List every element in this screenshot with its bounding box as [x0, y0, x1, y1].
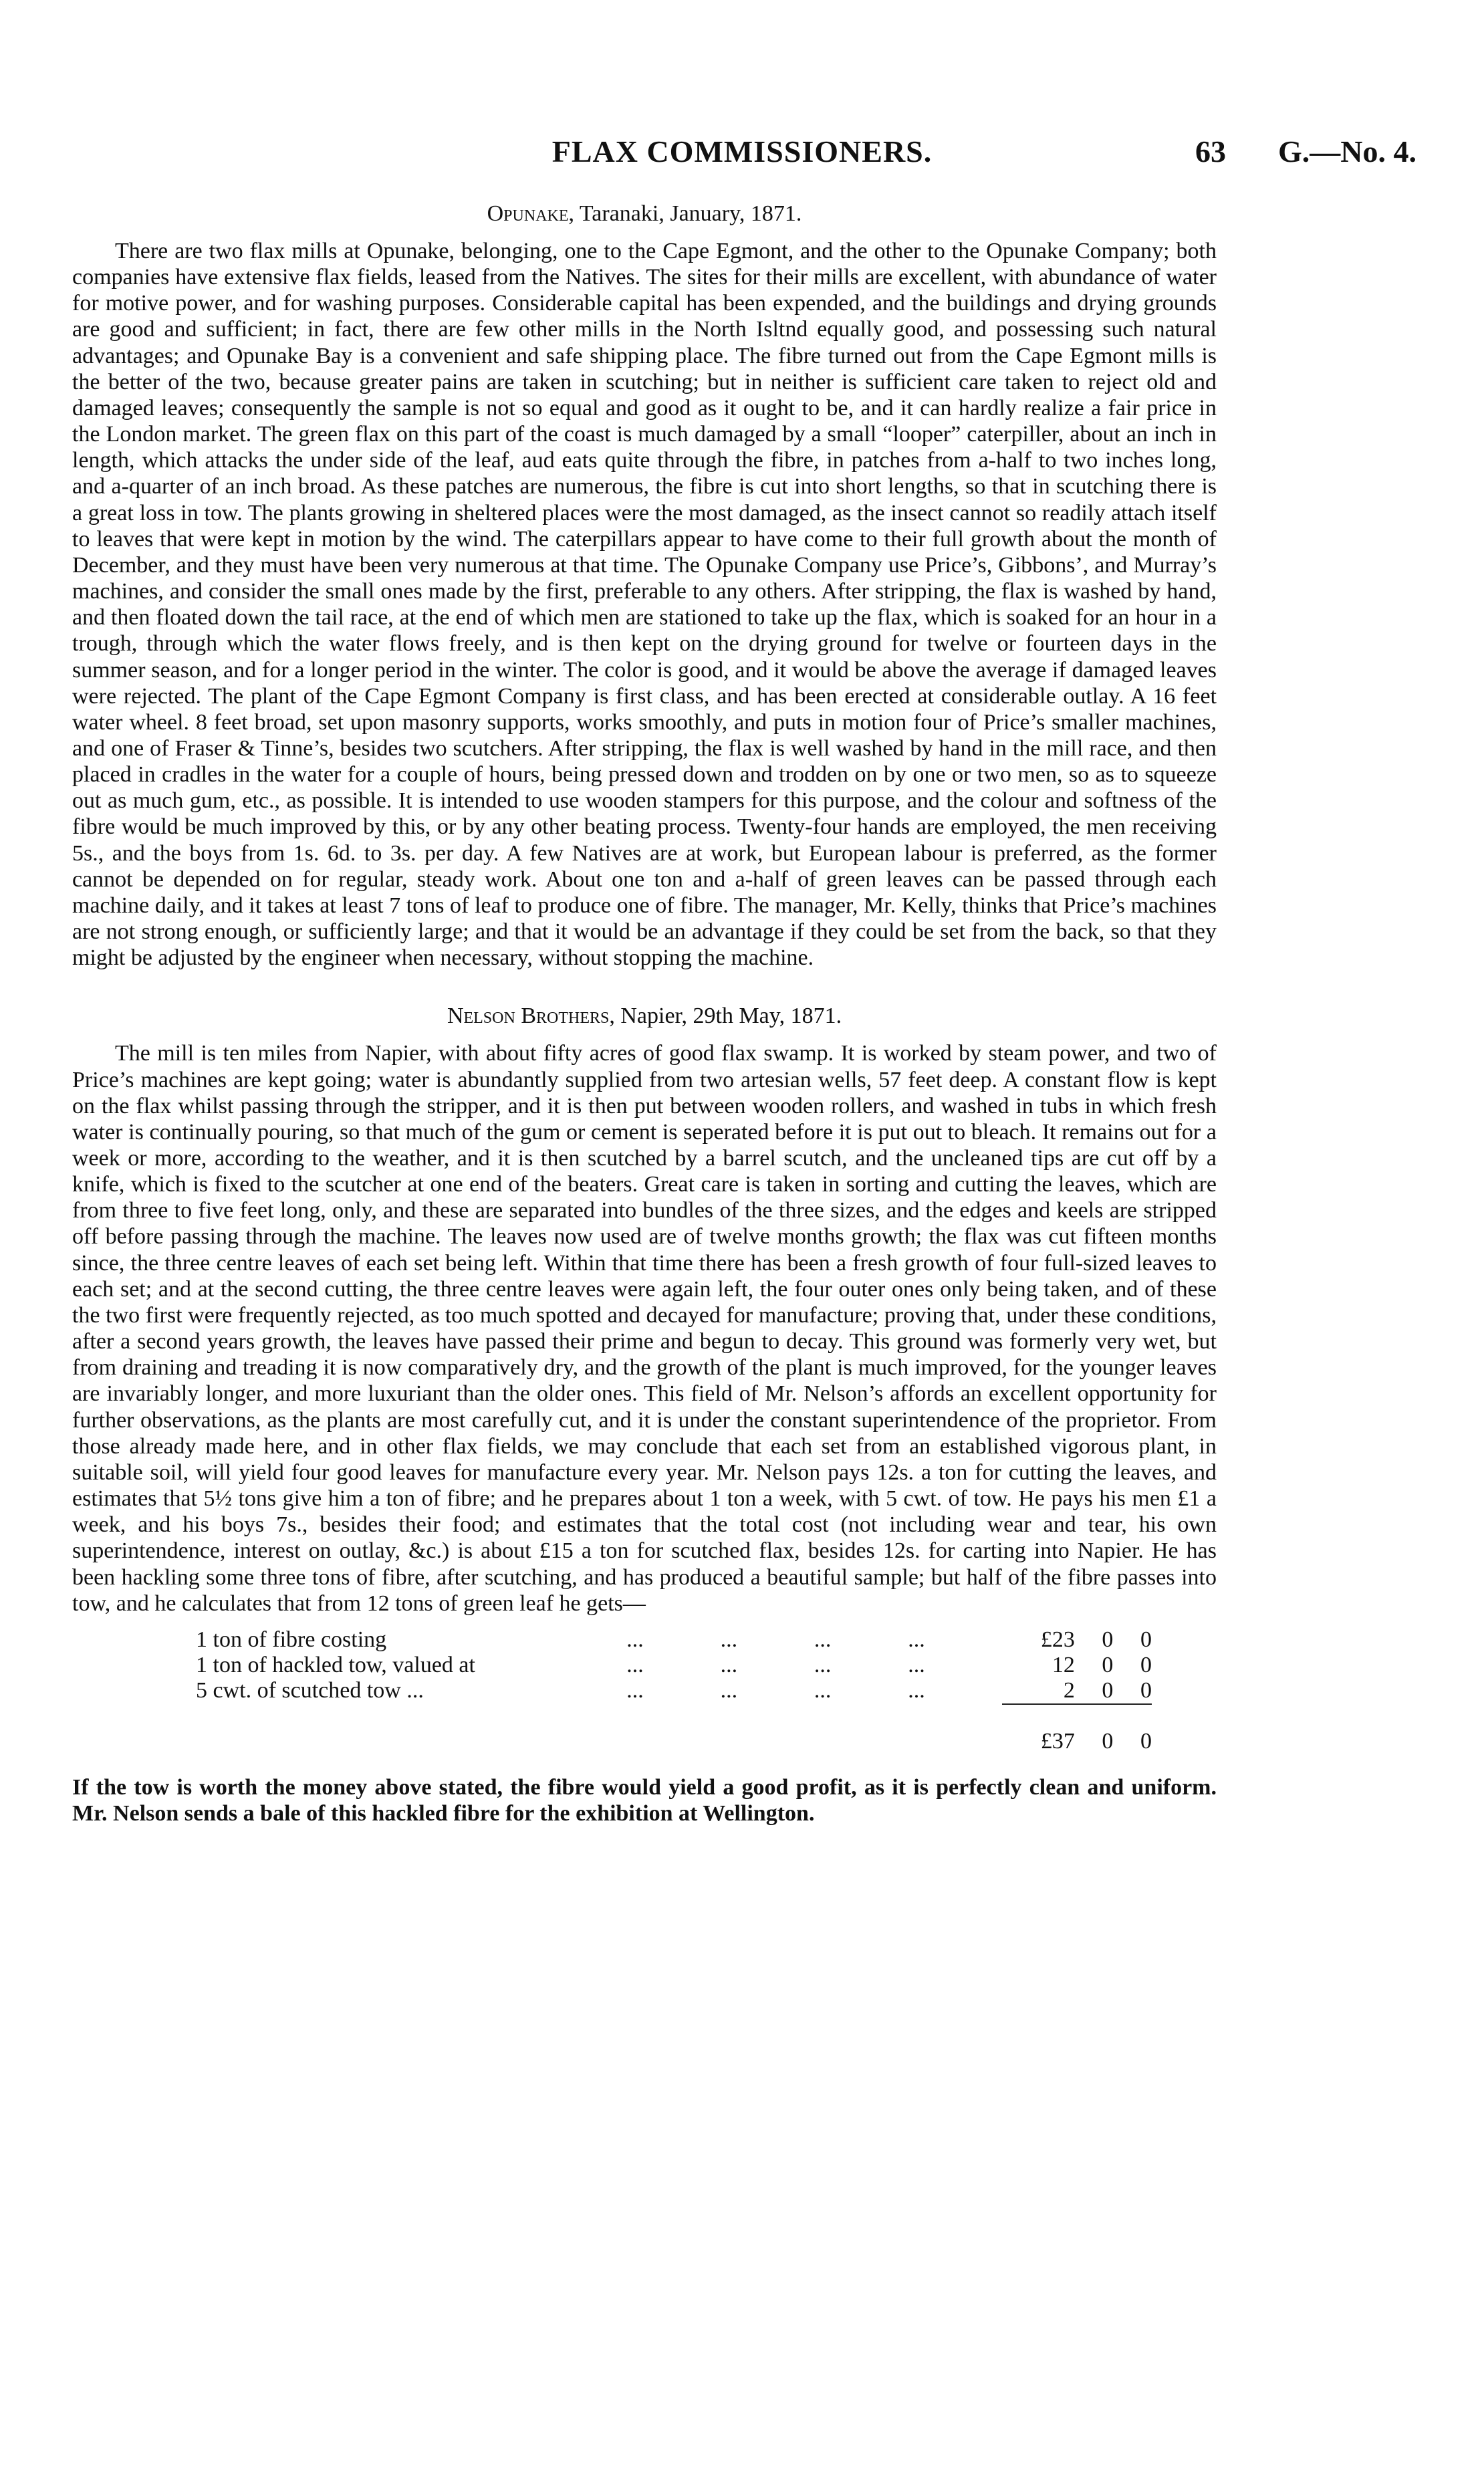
- leader-dots: ...: [720, 1627, 738, 1652]
- ledger-shillings: 0: [1102, 1627, 1114, 1652]
- total-rule: [1002, 1704, 1152, 1714]
- paragraph-opunake: There are two flax mills at Opunake, belonging, one to the Cape Egmont, and the other to the Opunake Company; both companies have extensive flax fields, leased from the Natives. The sites for their mills are excellent, with abundance of water for motive power, and for washing purposes. Considerable capital has been expended, and the buildings and drying grounds are good and sufficient; in fact, there are few other mills in the North Isltnd equally good, and possessing such natural advantages; and Opunake Bay is a convenient and safe shipping place. The fibre turned out from the Cape Egmont mills is the better of the two, because greater pains are taken in scutching; but in neither is sufficient care taken to reject old and damaged leaves; consequently the sample is not so equal and good as it ought to be, and it can hardly realize a fair price in the London market. The green flax on this part of the coast is much damaged by a small “looper” caterpiller, about an inch in length, which attacks the under side of the leaf, aud eats quite through the fibre, in patches from a-half to two inches long, and a-quarter of an inch broad. As these patches are numerous, the fibre is cut into short lengths, so that in scutching there is a great loss in tow. The plants growing in sheltered places were the most damaged, as the insect cannot so readily attach itself to leaves that were kept in motion by the wind. The caterpillars appear to have come to their full growth about the month of December, and they must have been very numerous at that time. The Opunake Company use Price’s, Gibbons’, and Murray’s machines, and consider the small ones made by the first, preferable to any others. After stripping, the flax is washed by hand, and then floated down the tail race, at the end of which men are stationed to take up the flax, which is soaked for an hour in a trough, through which the water flows freely, and is then kept on the drying ground for twelve or fourteen days in the summer season, and for a longer period in the winter. The color is good, and it would be above the average if damaged leaves were rejected. The plant of the Cape Egmont Company is first class, and has been erected at considerable outlay. A 16 feet water wheel. 8 feet broad, set upon masonry supports, works smoothly, and puts in motion four of Price’s smaller machines, and one of Fraser & Tinne’s, besides two scutchers. After stripping, the flax is well washed by hand in the mill race, and then placed in cradles in the water for a couple of hours, being pressed down and trodden on by one or two men, so as to squeeze out as much gum, etc., as possible. It is intended to use wooden stampers for this purpose, and the colour and softness of the fibre would be much improved by this, or by any other beating process. Twenty-four hands are employed, the men receiving 5s., and the boys from 1s. 6d. to 3s. per day. A few Natives are at work, but European labour is preferred, as the former cannot be depended on for regular, steady work. About one ton and a-half of green leaves can be passed through each machine daily, and it takes at least 7 tons of leaf to produce one of fibre. The manager, Mr. Kelly, thinks that Price’s machines are not strong enough, or sufficiently large; and that it would be an advantage if they could be set from the back, so that they might be adjusted by the engineer when necessary, without stopping the machine.: [72, 239, 1217, 971]
- total-rule-row: [196, 1704, 1152, 1714]
- table-row-total: [196, 1714, 1152, 1754]
- table-row: [196, 1653, 1152, 1678]
- leader-dots: ...: [908, 1652, 925, 1677]
- table-row: [196, 1678, 1152, 1704]
- document-reference: G.—No. 4.: [1278, 134, 1416, 168]
- closing-paragraph: If the tow is worth the money above stated, the fibre would yield a good profit, as it is perfectly clean and uniform. Mr. Nelson sends a bale of this hackled fibre for the exhibition at Wellington.: [72, 1774, 1217, 1826]
- ledger-shillings: 0: [1102, 1677, 1114, 1703]
- ledger-pounds: 2: [1063, 1677, 1075, 1703]
- leader-dots: ...: [908, 1627, 925, 1652]
- leader-dots: ...: [814, 1627, 832, 1652]
- total-pounds: £37: [1040, 1728, 1075, 1754]
- paragraph-nelson-brothers: The mill is ten miles from Napier, with about fifty acres of good flax swamp. It is worked by steam power, and two of Price’s machines are kept going; water is abundantly supplied from two artesian wells, 57 feet deep. A constant flow is kept on the flax whilst passing through the stripper, and it is then put between wooden rollers, and washed in tubs in which fresh water is continually pouring, so that much of the gum or cement is seperated before it is put out to bleach. It remains out for a week or more, according to the weather, and it is then scutched by a barrel scutch, and the uncleaned tips are cut off by a knife, which is fixed to the scutcher at one end of the beaters. Great care is taken in sorting and cutting the leaves, which are from three to five feet long, only, and these are separated into bundles of the three sizes, and the edges and keels are stripped off before passing through the machine. The leaves now used are of twelve months growth; the flax was cut fifteen months since, the three centre leaves of each set being left. Within that time there has been a fresh growth of four full-sized leaves to each set; and at the second cutting, the three centre leaves were again left, the four outer ones only being taken, and of these the two first were frequently rejected, as too much spotted and decayed for manufacture; proving that, under these conditions, after a second years growth, the leaves have passed their prime and begun to decay. This ground was formerly very wet, but from draining and treading it is now comparatively dry, and the growth of the plant is much improved, for the younger leaves are invariably longer, and more luxuriant than the older ones. This field of Mr. Nelson’s affords an excellent opportunity for further observations, as the plants are most carefully cut, and it is under the constant superintendence of the proprietor. From those already made here, and in other flax fields, we may conclude that each set from an established vigorous plant, in suitable soil, will yield four good leaves for manufacture every year. Mr. Nelson pays 12s. a ton for cutting the leaves, and estimates that 5½ tons give him a ton of fibre; and he prepares about 1 ton a week, with 5 cwt. of tow. He pays his men £1 a week, and his boys 7s., besides their food; and estimates that the total cost (not including wear and tear, his own superintendence, interest on outlay, &c.) is about £15 a ton for scutched flax, besides 12s. for carting into Napier. He has been hackling some three tons of fibre, after scutching, and has produced a beautiful sample; but half of the fibre passes into tow, and he calculates that from 12 tons of green leaf he gets—: [72, 1041, 1217, 1616]
- main-content: [72, 201, 1217, 1826]
- leader-dots: ...: [814, 1652, 832, 1677]
- ledger-pence: 0: [1140, 1677, 1152, 1703]
- yield-ledger-table: [196, 1627, 1152, 1754]
- section-divider: [72, 971, 1217, 1003]
- table-row: [196, 1627, 1152, 1653]
- section-heading-nelson-brothers: [72, 1003, 1217, 1030]
- leader-dots: ...: [626, 1627, 644, 1652]
- leader-dots: ...: [626, 1652, 644, 1677]
- heading-rest: , Taranaki, January, 1871.: [568, 201, 802, 226]
- heading-place: Nelson Brothers: [447, 1003, 610, 1029]
- heading-rest: , Napier, 29th May, 1871.: [609, 1003, 842, 1029]
- rule-spacer: [196, 1704, 1002, 1714]
- total-shillings: 0: [1102, 1728, 1114, 1754]
- ledger-shillings: 0: [1102, 1652, 1114, 1677]
- ledger-pence: 0: [1140, 1652, 1152, 1677]
- ledger-pence: 0: [1140, 1627, 1152, 1652]
- ledger-item: 5 cwt. of scutched tow ...: [196, 1677, 424, 1703]
- running-title: FLAX COMMISSIONERS.: [551, 134, 933, 168]
- leader-dots: ...: [626, 1677, 644, 1703]
- total-pence: 0: [1140, 1728, 1152, 1754]
- page-number: 63: [1195, 134, 1226, 168]
- ledger-item: 1 ton of hackled tow, valued at: [196, 1652, 475, 1677]
- section-heading-opunake: [72, 201, 1217, 227]
- leader-dots: ...: [814, 1677, 832, 1703]
- leader-dots: ...: [720, 1652, 738, 1677]
- ledger-pounds: £23: [1040, 1627, 1075, 1652]
- ledger-item: 1 ton of fibre costing: [196, 1627, 387, 1652]
- leader-dots: ...: [720, 1677, 738, 1703]
- total-spacer: [196, 1714, 1002, 1754]
- page-header: [0, 134, 1484, 174]
- leader-dots: ...: [908, 1677, 925, 1703]
- ledger-pounds: 12: [1052, 1652, 1075, 1677]
- heading-place: Opunake: [487, 201, 569, 226]
